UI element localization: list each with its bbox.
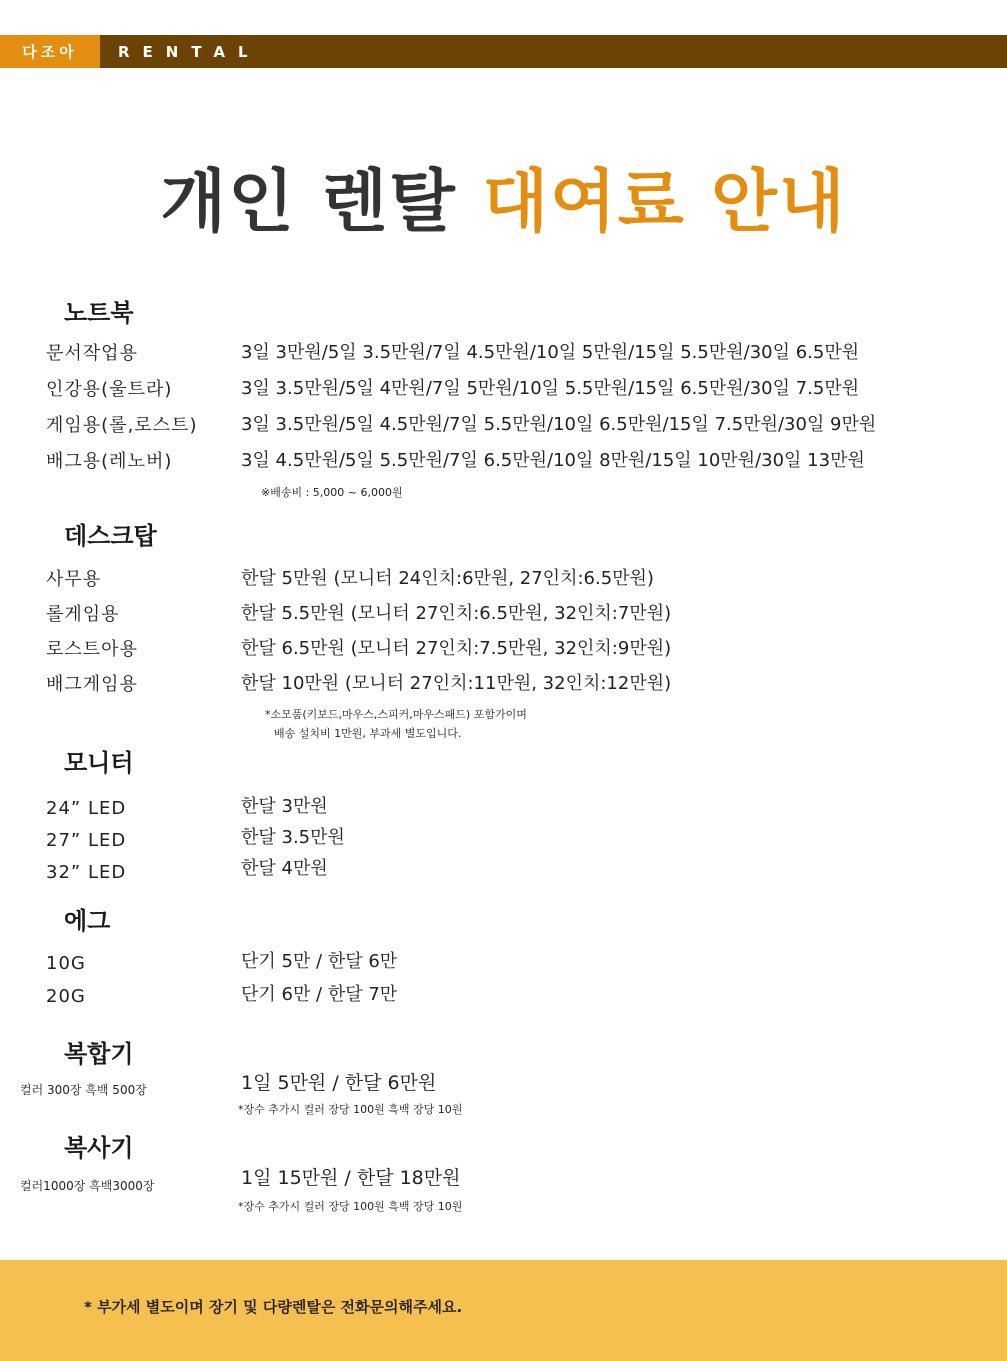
row-label: 27” LED bbox=[46, 830, 127, 851]
row-label: 10G bbox=[46, 953, 86, 974]
row-value: 한달 4만원 bbox=[241, 858, 328, 879]
row-label: 배그게임용 bbox=[46, 674, 138, 695]
row-value: 한달 3.5만원 bbox=[241, 827, 345, 848]
copier-note: *장수 추가시 컬러 장당 100원 흑백 장당 10원 bbox=[238, 1200, 463, 1213]
row-label: 배그용(레노버) bbox=[46, 451, 173, 472]
row-label: 24” LED bbox=[46, 798, 127, 819]
footer-text: * 부가세 별도이며 장기 및 다량렌탈은 전화문의해주세요. bbox=[84, 1298, 463, 1316]
row-value: 한달 5만원 (모니터 24인치:6만원, 27인치:6.5만원) bbox=[241, 568, 654, 589]
desktop-note: *소모품(키보드,마우스,스피커,마우스패드) 포함가이며 bbox=[265, 708, 527, 721]
row-value: 한달 5.5만원 (모니터 27인치:6.5만원, 32인치:7만원) bbox=[241, 603, 672, 624]
row-label: 롤게임용 bbox=[46, 604, 120, 625]
section-heading-multifunction: 복합기 bbox=[64, 1040, 134, 1068]
shipping-note: ※배송비 : 5,000 ~ 6,000원 bbox=[261, 486, 403, 499]
row-value: 1일 15만원 / 한달 18만원 bbox=[241, 1167, 461, 1189]
page-title bbox=[0, 160, 1007, 246]
row-value: 3일 3.5만원/5일 4만원/7일 5만원/10일 5.5만원/15일 6.5만원/30일 7.5만원 bbox=[241, 378, 860, 399]
row-value: 3일 4.5만원/5일 5.5만원/7일 6.5만원/10일 8만원/15일 10만원/30일 13만원 bbox=[241, 450, 865, 471]
row-label: 인강용(울트라) bbox=[46, 379, 173, 400]
brand-subtitle: RENTAL bbox=[118, 42, 261, 61]
row-value: 3일 3.5만원/5일 4.5만원/7일 5.5만원/10일 6.5만원/15일 7.5만원/30일 9만원 bbox=[241, 414, 877, 435]
row-label: 컬러1000장 흑백3000장 bbox=[20, 1179, 155, 1193]
row-value: 1일 5만원 / 한달 6만원 bbox=[241, 1072, 437, 1094]
multifunction-note: *장수 추가시 컬러 장당 100원 흑백 장당 10원 bbox=[238, 1103, 463, 1116]
row-label: 로스트아용 bbox=[46, 639, 138, 660]
row-value: 3일 3만원/5일 3.5만원/7일 4.5만원/10일 5만원/15일 5.5만원/30일 6.5만원 bbox=[241, 342, 860, 363]
row-label: 게임용(롤,로스트) bbox=[46, 415, 198, 436]
row-label: 사무용 bbox=[46, 569, 102, 590]
section-heading-notebook: 노트북 bbox=[64, 299, 134, 327]
row-label: 32” LED bbox=[46, 862, 127, 883]
section-heading-copier: 복사기 bbox=[64, 1134, 134, 1162]
title-accent: 대여료 안내 bbox=[482, 163, 847, 242]
row-value: 한달 6.5만원 (모니터 27인치:7.5만원, 32인치:9만원) bbox=[241, 638, 672, 659]
section-heading-desktop: 데스크탑 bbox=[64, 522, 157, 550]
row-value: 한달 3만원 bbox=[241, 796, 328, 817]
row-value: 단기 6만 / 한달 7만 bbox=[241, 984, 398, 1005]
row-value: 단기 5만 / 한달 6만 bbox=[241, 951, 398, 972]
row-label: 문서작업용 bbox=[46, 343, 138, 364]
brand-label: 다조아 bbox=[0, 35, 100, 68]
row-label: 20G bbox=[46, 986, 86, 1007]
row-value: 한달 10만원 (모니터 27인치:11만원, 32인치:12만원) bbox=[241, 673, 672, 694]
row-label: 컬러 300장 흑백 500장 bbox=[20, 1083, 147, 1097]
section-heading-egg: 에그 bbox=[64, 907, 111, 935]
desktop-note: 배송 설치비 1만원, 부과세 별도입니다. bbox=[274, 727, 462, 740]
title-dark: 개인 렌탈 bbox=[160, 163, 457, 242]
top-bar bbox=[0, 35, 1007, 68]
footer-banner bbox=[0, 1260, 1007, 1361]
section-heading-monitor: 모니터 bbox=[64, 749, 134, 777]
